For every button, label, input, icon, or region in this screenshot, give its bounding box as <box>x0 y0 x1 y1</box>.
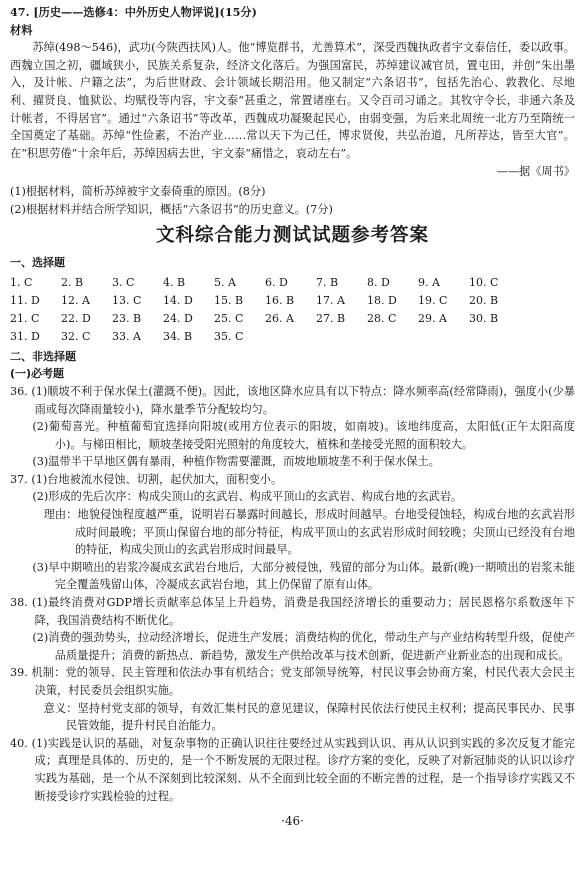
answer-key-title: 文科综合能力测试试题参考答案 <box>155 225 429 247</box>
answer-38-1: 38. (1)最终消费对GDP增长贡献率总体呈上升趋势，消费是我国经济增长的重要动力；居民恩格尔系数逐年下降，我国消费结构不断优化。 <box>10 596 575 627</box>
choice-answer: 6. D <box>265 275 288 289</box>
choice-answer: 2. B <box>61 275 84 289</box>
answer-39-mechanism: 39. 机制：党的领导、民主管理和依法办事有机结合；党支部领导统筹，村民议事会协商方案，村民代表大会民主决策，村民委员会组织实施。 <box>10 666 575 697</box>
choice-answer: 20. B <box>469 293 499 307</box>
choice-answer: 22. D <box>61 311 91 325</box>
choice-answer: 24. D <box>163 311 193 325</box>
answer-40-1: 40. (1)实践是认识的基础，对复杂事物的正确认识往往要经过从实践到认识、再从认识到实践的多次反复才能完成；真理是具体的、历史的，是一个不断发展的无限过程。诊疗方案的变化，反映了对新冠肺炎的认识以诊疗实践为基础，是一个从不深刻到比较深刻、从不全面到比较全面的不断完善的过程，是一个指导诊疗实践又不断接受诊疗实践检验的过程。 <box>10 736 575 803</box>
choice-answer: 16. B <box>265 293 295 307</box>
choice-answer: 3. C <box>112 275 135 289</box>
choice-answer: 35. C <box>214 329 244 343</box>
choice-answer: 31. D <box>10 329 40 343</box>
section-nonchoice-heading: 二、非选择题 <box>10 349 76 363</box>
choice-answer: 7. B <box>316 275 339 289</box>
answer-36-1: 36. (1)顺坡不利于保水保土(灌溉不便)。因此，该地区降水应具有以下特点：降水频率高(经常降雨)，强度小(少暴雨或每次降雨量较小)，降水量季节分配较均匀。 <box>10 384 575 416</box>
choice-row <box>10 310 520 328</box>
material-label: 材料 <box>10 22 33 37</box>
choice-answer: 25. C <box>214 311 244 325</box>
choice-answer: 14. D <box>163 293 193 307</box>
choice-answer: 11. D <box>10 293 40 307</box>
choice-answer: 9. A <box>418 275 440 289</box>
choice-answer: 19. C <box>418 293 448 307</box>
choice-answer: 29. A <box>418 311 447 325</box>
choice-answer: 13. C <box>112 293 142 307</box>
choice-answer: 34. B <box>163 329 193 343</box>
choice-answer: 30. B <box>469 311 499 325</box>
answer-37-3: (3)早中期喷出的岩浆冷凝成玄武岩台地后，大部分被侵蚀，残留的部分为山体。最新(晚)一期喷出的岩浆未能完全覆盖残留山体，冷凝成玄武岩台地，其上仍保留了原有山体。 <box>32 560 575 592</box>
choice-answer: 28. C <box>367 311 397 325</box>
choice-answer: 1. C <box>10 275 33 289</box>
material-passage: 苏绰(498～546)，武功(今陕西扶风)人。他“博览群书，尤善算术”，深受西魏执政者宇文泰信任，委以政事。西魏立国之初，疆域狭小，民族关系复杂，经济文化落后。为强国富民，苏绰建议减官员，置屯田，并创“朱出墨入，及计帐、户籍之法”，为后世财政、会计领域长期沿用。他又制定“六条诏书”，包括先治心、敦教化、尽地利、擢贤良、恤狱讼、均赋役等内容，宇文泰“甚重之，常置诸座右。又令百司习诵之。其牧守令长，非通六条及计帐者，不得居官”。通过“六条诏书”等改革，西魏成功凝聚起民心，由弱变强，为后来北周统一北方乃至隋统一全国奠定了基础。苏绰“性俭素，不治产业……常以天下为己任，博求贤俊，共弘治道，凡所荐达，皆至大官”。在“积思劳倦”十余年后，苏绰因病去世，宇文泰“痛惜之，哀动左右”。 <box>10 41 575 160</box>
choice-answer: 18. D <box>367 293 397 307</box>
q47-question-1: (1)根据材料，简析苏绰被宇文泰倚重的原因。(8分) <box>10 184 266 198</box>
choice-answer: 4. B <box>163 275 186 289</box>
choice-answer: 12. A <box>61 293 90 307</box>
choice-row <box>10 328 520 346</box>
choice-answer: 8. D <box>367 275 390 289</box>
material-source: ——据《周书》 <box>496 165 575 179</box>
answer-38-2: (2)消费的强劲势头，拉动经济增长，促进生产发展；消费结构的优化，带动生产与产业结构转型升级，促使产品质量提升；消费的新热点、新趋势，激发生产供给改革与技术创新，促进新产业新业态的出现和成长。 <box>32 631 575 662</box>
choice-row <box>10 292 520 310</box>
answer-37-2-reason: 理由：地貌侵蚀程度越严重，说明岩石暴露时间越长，形成时间越早。台地受侵蚀轻，构成台地的玄武岩形成时间最晚；平顶山保留台地的部分特征，构成平顶山的玄武岩形成时间较晚；尖顶山已经没有台地的特征，构成尖顶山的玄武岩形成时间最早。 <box>43 508 575 557</box>
choice-answer: 17. A <box>316 293 345 307</box>
answer-37-2: (2)形成的先后次序：构成尖顶山的玄武岩、构成平顶山的玄武岩、构成台地的玄武岩。 <box>32 490 463 504</box>
choice-answer: 21. C <box>10 311 40 325</box>
document-page <box>10 4 575 831</box>
q47-heading: 47. [历史——选修4：中外历史人物评说](15分) <box>10 5 257 19</box>
choice-row <box>10 274 520 292</box>
section-choice-heading: 一、选择题 <box>10 256 65 270</box>
choice-answer-table <box>10 274 520 346</box>
choice-answer: 26. A <box>265 311 294 325</box>
choice-answer: 15. B <box>214 293 244 307</box>
choice-answer: 33. A <box>112 329 141 343</box>
q47-question-2: (2)根据材料并结合所学知识，概括“六条诏书”的历史意义。(7分) <box>10 202 333 216</box>
choice-answer: 23. B <box>112 311 142 325</box>
choice-answer: 5. A <box>214 275 236 289</box>
choice-answer: 10. C <box>469 275 499 289</box>
page-number: ·46· <box>281 814 304 829</box>
answer-37-1: 37. (1)台地被流水侵蚀、切割，起伏加大，面积变小。 <box>10 472 283 486</box>
answer-39-significance: 意义：坚持村党支部的领导，有效汇集村民的意见建议，保障村民依法行使民主权利；提高民事民办、民事民管效能，提升村民自治能力。 <box>43 701 575 733</box>
choice-answer: 32. C <box>61 329 91 343</box>
answer-36-3: (3)温带半干旱地区偶有暴雨，种植作物需要灌溉，而坡地顺坡垄不利于保水保土。 <box>32 455 440 469</box>
choice-answer: 27. B <box>316 311 346 325</box>
answer-36-2: (2)葡萄喜光。种植葡萄宜选择向阳坡(或用方位表示的阳坡，如南坡)。该地纬度高，太阳低(正午太阳高度小)。与梯田相比，顺坡垄接受阳光照射的角度较大，植株和垄接受光照的面积较大。 <box>32 420 575 451</box>
section-required-heading: (一)必考题 <box>10 367 65 381</box>
